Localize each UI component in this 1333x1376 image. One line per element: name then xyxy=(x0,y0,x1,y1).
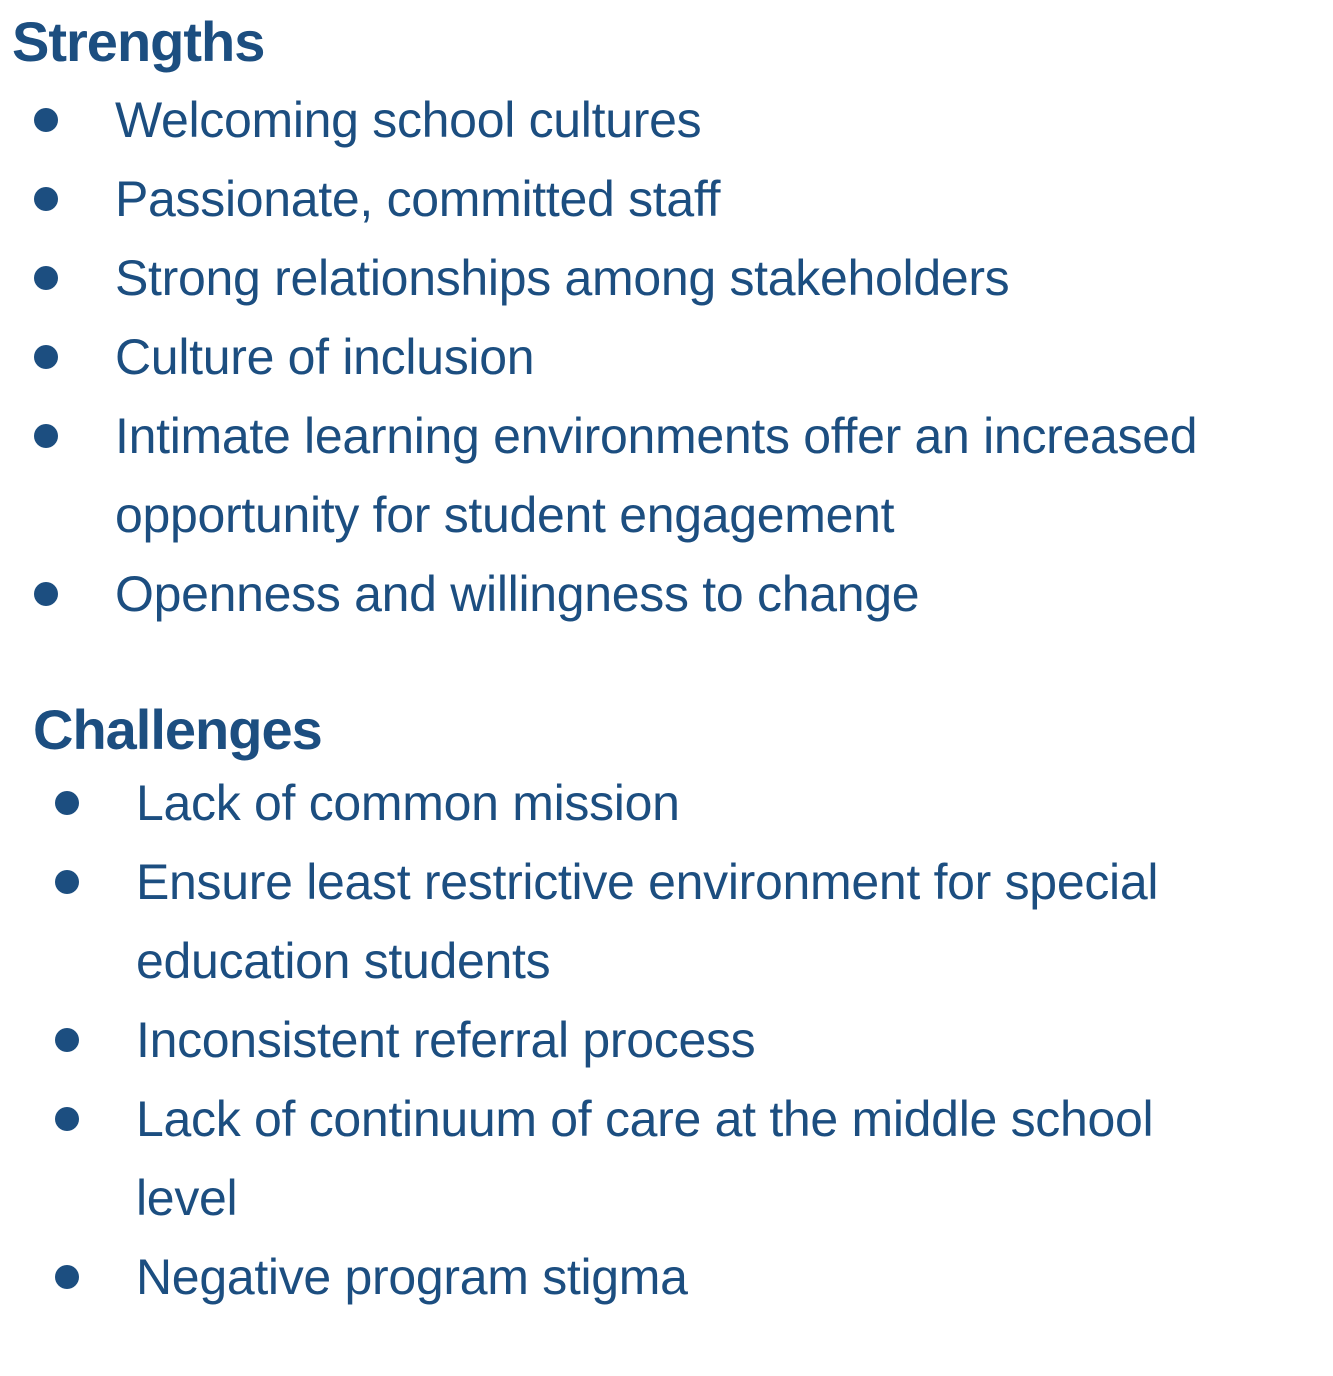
list-item-text: Passionate, committed staff xyxy=(115,171,721,227)
bullet-icon xyxy=(55,1107,79,1131)
list-item xyxy=(12,318,1197,397)
strengths-list xyxy=(12,81,1197,634)
bullet-icon xyxy=(55,1265,79,1289)
bullet-icon xyxy=(34,345,58,369)
challenges-heading: Challenges xyxy=(33,698,322,761)
list-item-text: Lack of common mission xyxy=(136,775,680,831)
list-item-text: education students xyxy=(136,933,551,989)
list-item-text: Openness and willingness to change xyxy=(115,566,920,622)
list-item-text: Welcoming school cultures xyxy=(115,92,702,148)
list-item-text: Inconsistent referral process xyxy=(136,1012,756,1068)
strengths-section xyxy=(12,0,1197,634)
list-item xyxy=(12,397,1197,555)
bullet-icon xyxy=(34,266,58,290)
list-item xyxy=(12,81,1197,160)
list-item xyxy=(33,843,1158,1001)
bullet-icon xyxy=(55,791,79,815)
list-item-text: Strong relationships among stakeholders xyxy=(115,250,1010,306)
list-item-text: Lack of continuum of care at the middle school xyxy=(136,1091,1154,1147)
list-item xyxy=(33,1238,1158,1317)
challenges-list xyxy=(33,764,1158,1317)
list-item xyxy=(12,239,1197,318)
list-item xyxy=(33,1080,1158,1238)
list-item xyxy=(33,764,1158,843)
bullet-icon xyxy=(55,870,79,894)
strengths-heading: Strengths xyxy=(12,10,265,73)
list-item xyxy=(12,555,1197,634)
list-item-text: level xyxy=(136,1170,238,1226)
list-item xyxy=(12,160,1197,239)
list-item-text: Ensure least restrictive environment for special xyxy=(136,854,1159,910)
bullet-icon xyxy=(34,424,58,448)
bullet-icon xyxy=(55,1028,79,1052)
list-item-text: Negative program stigma xyxy=(136,1249,688,1305)
list-item-text: Intimate learning environments offer an increased xyxy=(115,408,1198,464)
list-item-text: Culture of inclusion xyxy=(115,329,535,385)
list-item-text: opportunity for student engagement xyxy=(115,487,895,543)
challenges-section xyxy=(33,688,1158,1317)
bullet-icon xyxy=(34,108,58,132)
bullet-icon xyxy=(34,187,58,211)
bullet-icon xyxy=(34,582,58,606)
list-item xyxy=(33,1001,1158,1080)
